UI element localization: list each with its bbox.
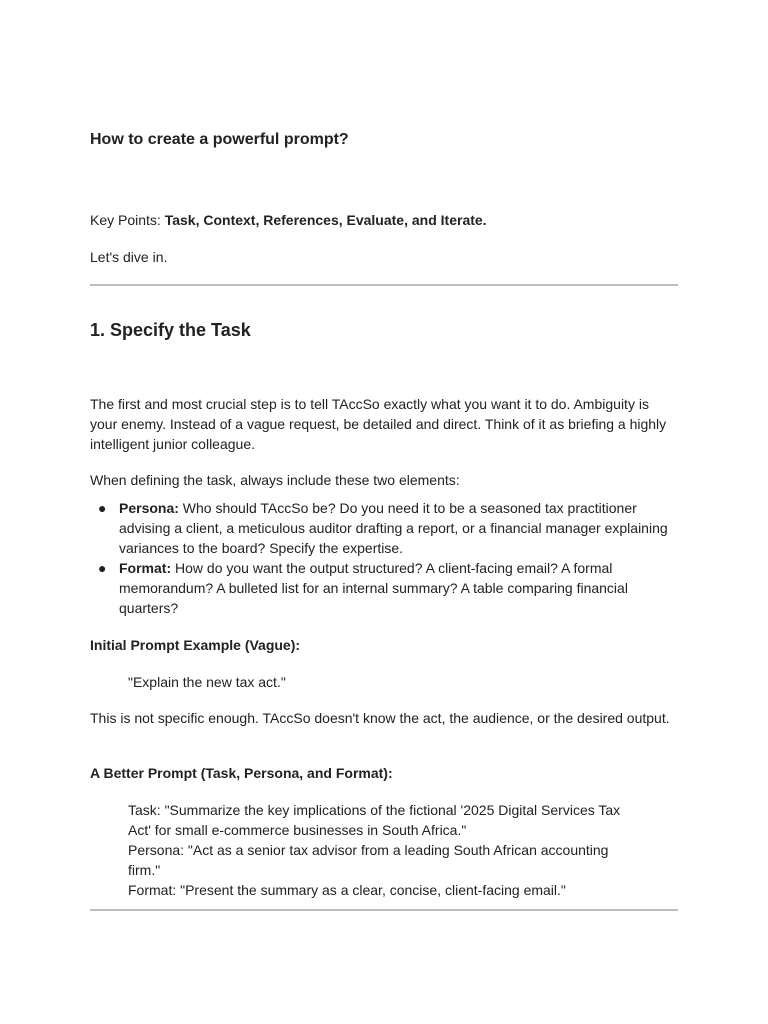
better-persona-line: Persona: "Act as a senior tax advisor from a leading South African accounting firm." [128,842,609,878]
key-points-value: Task, Context, References, Evaluate, and Iterate. [164,212,487,228]
bullet-text: Who should TAccSo be? Do you need it to be a seasoned tax practitioner advising a client, a meticulous auditor drafting a report, or a financial manager explaining variances to the board? Specify the expertise. [119,500,668,556]
elements-list [90,498,678,618]
vague-example-comment: This is not specific enough. TAccSo doesn't know the act, the audience, or the desired output. [90,710,670,726]
section-heading: 1. Specify the Task [90,320,251,340]
key-points [90,212,487,228]
bullet-term: Format: [119,560,172,576]
bullet-icon: ● [98,500,107,516]
better-example-label: A Better Prompt (Task, Persona, and Format): [90,765,393,781]
vague-example-label: Initial Prompt Example (Vague): [90,637,301,653]
document-title: How to create a powerful prompt? [90,131,349,148]
key-points-label: Key Points: [90,212,165,228]
bullet-icon: ● [98,560,107,576]
better-task-line: Task: "Summarize the key implications of the fictional '2025 Digital Services Tax Act' for small e-commerce businesses in South Africa." [128,802,621,838]
better-example-quote [128,800,638,900]
section-intro-paragraph: The first and most crucial step is to tell TAccSo exactly what you want it to do. Ambiguity is your enemy. Instead of a vague request, be detailed and direct. Think of it as briefing a highly intelligent junior colleague. [90,396,667,452]
bullet-text: How do you want the output structured? A client-facing email? A formal memorandum? A bulleted list for an internal summary? A table comparing financial quarters? [119,560,628,616]
divider [90,909,678,911]
list-item [90,558,678,618]
intro-line: Let's dive in. [90,249,168,265]
better-format-line: Format: "Present the summary as a clear, concise, client-facing email." [128,882,566,898]
divider [90,284,678,286]
vague-example-quote: "Explain the new tax act." [128,674,286,690]
bullet-term: Persona: [119,500,179,516]
elements-intro: When defining the task, always include these two elements: [90,472,460,488]
list-item [90,498,678,558]
